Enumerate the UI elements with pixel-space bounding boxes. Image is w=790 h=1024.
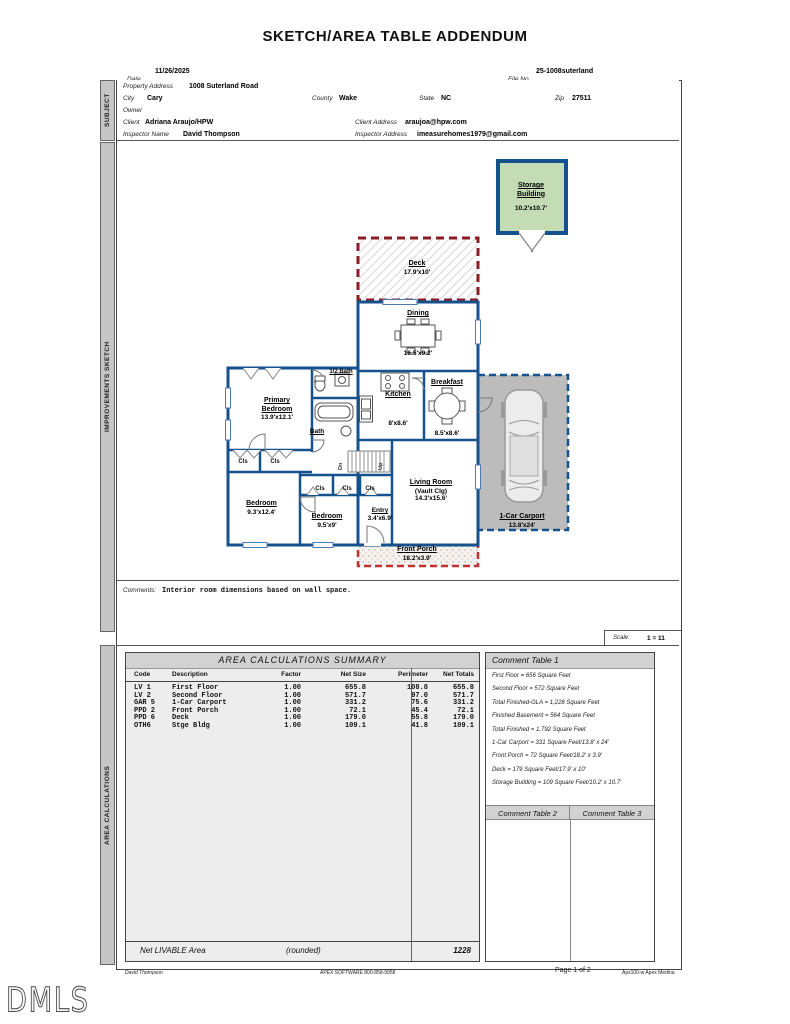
room-storage-dims: 10.2'x10.7' xyxy=(514,205,547,212)
owner-label: Owner xyxy=(123,107,143,114)
col-net-size: Net Size xyxy=(340,671,366,678)
dmls-logo: DMLS xyxy=(6,980,90,1020)
comment-line: Total Finished-GLA = 1,228 Square Feet xyxy=(492,699,600,706)
scale-label: Scale: xyxy=(613,635,630,641)
scale-cell xyxy=(604,630,681,646)
inspector-address-value: imeasurehomes1979@gmail.com xyxy=(417,131,528,138)
closet-label-1: Cls xyxy=(238,459,248,465)
comment-line: Total Finished = 1,792 Square Feet xyxy=(492,726,586,733)
table-row: LV 1 First Floor 1.00 655.8 108.8 655.8 xyxy=(134,684,474,692)
stairs-up-label: Up xyxy=(378,462,384,470)
comment-table-1-title: Comment Table 1 xyxy=(486,653,654,669)
footer-inspector: David Thompson xyxy=(125,970,163,976)
client-value: Adriana Araujo/HPW xyxy=(145,119,214,126)
sidebar-subject: SUBJECT xyxy=(100,80,115,141)
comment-line: 1-Car Carport = 331 Square Feet/13.8' x 24' xyxy=(492,740,609,746)
summary-title: AREA CALCULATIONS SUMMARY xyxy=(126,653,479,669)
comments-label: Comments: xyxy=(123,587,157,594)
closet-label-4: Cls xyxy=(342,486,352,492)
file-no-value: 25-1008suterland xyxy=(536,68,594,75)
car-icon xyxy=(501,390,547,502)
comment-line: Second Floor = 572 Square Feet xyxy=(492,686,580,693)
comment-table-3-title: Comment Table 3 xyxy=(570,805,654,820)
page-title: SKETCH/AREA TABLE ADDENDUM xyxy=(262,28,528,45)
state-value: NC xyxy=(441,95,452,102)
state-label: State xyxy=(419,95,435,102)
closet-label-2: Cls xyxy=(270,459,280,465)
comment-tables-divider xyxy=(570,820,571,961)
col-perimeter: Perimeter xyxy=(398,671,428,678)
zip-value: 27511 xyxy=(572,95,592,102)
room-storage: Storage Building xyxy=(517,182,545,198)
room-dining-dims: 16.5'x9.2' xyxy=(403,350,433,357)
rounded-label: (rounded) xyxy=(286,946,321,955)
date-value: 11/26/2025 xyxy=(155,68,190,75)
room-entry: Entry 3.4'x6.9' xyxy=(367,507,393,522)
sidebar-improvements-sketch: IMPROVEMENTS SKETCH xyxy=(100,142,115,632)
kitchen-sink-icon xyxy=(360,396,373,422)
city-label: City xyxy=(123,95,135,102)
county-value: Wake xyxy=(339,95,358,102)
stove-icon xyxy=(381,373,409,391)
header-rule xyxy=(126,681,479,682)
room-bath: Bath xyxy=(309,428,325,435)
room-primary-bedroom: Primary Bedroom 13.9'x12.1' xyxy=(260,397,293,422)
table-row: PPD 2 Front Porch 1.00 72.1 45.4 72.1 xyxy=(134,706,474,715)
footer-apex-version: Apx100-w Apex Medina xyxy=(622,970,675,976)
comment-line: Front Porch = 72 Square Feet/18.2' x 3.9' xyxy=(492,753,602,760)
inspector-name-value: David Thompson xyxy=(183,131,240,138)
table-row: PPD 6 Deck 1.00 179.0 55.8 179.0 xyxy=(134,714,474,723)
closet-label-5: Cls xyxy=(365,486,375,492)
room-dining-name: Dining xyxy=(407,310,429,317)
room-kitchen-name: Kitchen xyxy=(385,391,411,398)
comment-line: Finished Basement = 564 Square Feet xyxy=(492,713,595,720)
table-row: LV 2 Second Floor 1.00 571.7 97.0 571.7 xyxy=(134,691,474,700)
bathtub-icon xyxy=(315,403,353,421)
comment-table-2-title: Comment Table 2 xyxy=(486,805,570,820)
comment-line: Storage Building = 109 Square Feet/10.2' x 10.7' xyxy=(492,780,622,787)
area-calculations-summary-table xyxy=(125,652,480,962)
sidebar-area-calculations: AREA CALCULATIONS xyxy=(100,645,115,965)
comments-section xyxy=(117,580,679,631)
room-kitchen-dims: 8'x8.6' xyxy=(388,420,408,427)
inspector-name-label: Inspector Name xyxy=(123,131,169,138)
closet-label-3: Cls xyxy=(315,486,325,492)
zip-label: Zip xyxy=(555,95,565,102)
comment-tables xyxy=(485,652,655,962)
property-address-label: Property Address xyxy=(123,83,173,90)
room-carport: 1-Car Carport 13.8'x24' xyxy=(499,513,545,529)
table-row: GAR 5 1-Car Carport 1.00 331.2 75.6 331.2 xyxy=(134,699,474,708)
room-living: Living Room (Vault Clg) 14.3'x15.6' xyxy=(409,479,453,503)
room-deck: Deck 17.9'x10' xyxy=(403,260,431,276)
net-livable-label: Net LIVABLE Area xyxy=(140,946,206,955)
inspector-address-label: Inspector Address xyxy=(355,131,408,138)
room-bedroom-2: Bedroom 9.5'x9' xyxy=(311,513,343,529)
county-label: County xyxy=(312,95,333,102)
room-bedroom-1: Bedroom 9.3'x12.4' xyxy=(246,500,277,516)
room-breakfast-dims: 8.5'x8.6' xyxy=(434,430,460,437)
comment-line: First Floor = 656 Square Feet xyxy=(492,673,571,679)
col-description: Description xyxy=(172,671,208,678)
net-livable-row xyxy=(126,941,479,961)
footer-software: APEX SOFTWARE 800-858-9958 xyxy=(320,970,396,976)
storage-door-gap xyxy=(519,230,545,236)
footer-page-number: Page 1 of 2 xyxy=(555,967,591,974)
col-net-totals: Net Totals xyxy=(443,671,474,678)
col-factor: Factor xyxy=(281,671,301,678)
room-breakfast-name: Breakfast xyxy=(431,379,463,386)
comments-text: Interior room dimensions based on wall space. xyxy=(162,587,352,595)
client-label: Client xyxy=(123,119,140,126)
stairs-down-label: Dn xyxy=(338,462,344,470)
col-code: Code xyxy=(134,671,151,678)
room-half-bath: 1/2 Bath xyxy=(329,369,353,375)
net-livable-value: 1228 xyxy=(453,946,471,955)
comment-line: Deck = 179 Square Feet/17.9' x 10' xyxy=(492,766,586,773)
room-front-porch: Front Porch 18.2'x3.9' xyxy=(397,546,437,562)
client-address-label: Client Address xyxy=(355,119,398,126)
scale-value: 1 = 11 xyxy=(647,635,665,642)
property-address-value: 1008 Suterland Road xyxy=(189,83,259,90)
section-divider xyxy=(117,645,679,646)
client-address-value: araujoa@hpw.com xyxy=(405,119,467,126)
city-value: Cary xyxy=(147,95,163,102)
table-row: OTH6 Stge Bldg 1.00 109.1 41.8 109.1 xyxy=(134,722,474,730)
